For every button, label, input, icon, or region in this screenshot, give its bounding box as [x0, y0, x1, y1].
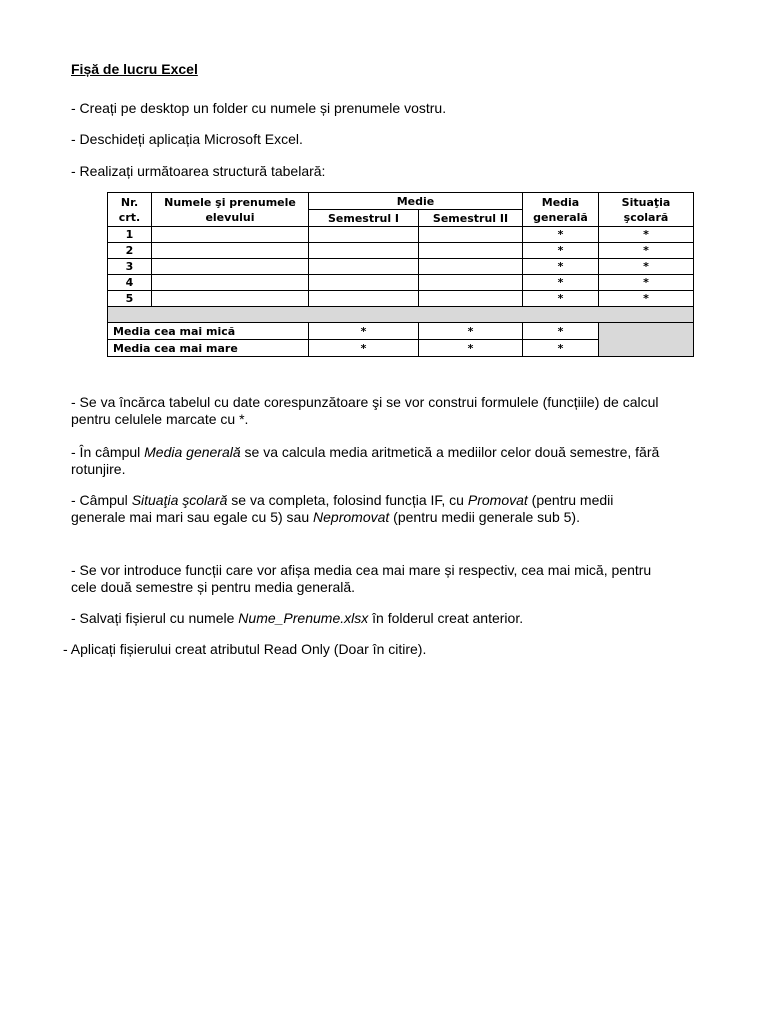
summary-shaded-block	[599, 323, 694, 357]
worksheet-title: Fișă de lucru Excel	[71, 61, 198, 77]
header-media-generala: Media generală	[523, 193, 599, 227]
summary-max-sem1: *	[309, 340, 419, 357]
summary-min-sem1: *	[309, 323, 419, 340]
header-student-name: Numele şi prenumele elevului	[152, 193, 309, 227]
row-mg-cell: *	[523, 259, 599, 275]
row-sem1-cell	[309, 259, 419, 275]
instruction-save-file: - Salvați fișierul cu numele Nume_Prenume.xlsx în folderul creat anterior.	[71, 610, 524, 626]
table-row	[108, 275, 694, 291]
row-sem2-cell	[419, 227, 523, 243]
row-name-cell	[152, 275, 309, 291]
summary-min-mg: *	[523, 323, 599, 340]
row-nr: 1	[108, 227, 152, 243]
row-mg-cell: *	[523, 275, 599, 291]
row-nr: 5	[108, 291, 152, 307]
summary-max-mg: *	[523, 340, 599, 357]
row-nr: 2	[108, 243, 152, 259]
summary-row-min	[108, 323, 694, 340]
row-sem1-cell	[309, 243, 419, 259]
row-sit-cell: *	[599, 291, 694, 307]
row-mg-cell: *	[523, 291, 599, 307]
row-name-cell	[152, 243, 309, 259]
row-sit-cell: *	[599, 243, 694, 259]
header-situatia-scolara: Situaţia şcolară	[599, 193, 694, 227]
row-name-cell	[152, 259, 309, 275]
summary-min-sem2: *	[419, 323, 523, 340]
row-sit-cell: *	[599, 227, 694, 243]
instruction-min-max-functions: - Se vor introduce funcții care vor afișa media cea mai mare și respectiv, cea mai mică, pentru cele două semestre și pentru media generală.	[71, 562, 652, 595]
row-mg-cell: *	[523, 243, 599, 259]
table-row	[108, 243, 694, 259]
header-semestrul-2: Semestrul II	[419, 210, 523, 227]
summary-label-max: Media cea mai mare	[108, 340, 309, 357]
row-mg-cell: *	[523, 227, 599, 243]
instruction-media-generala: - În câmpul Media generală se va calcula media aritmetică a mediilor celor două semestre, fără rotunjire.	[71, 444, 660, 477]
row-sem2-cell	[419, 243, 523, 259]
row-sit-cell: *	[599, 275, 694, 291]
table-row	[108, 227, 694, 243]
row-sem2-cell	[419, 275, 523, 291]
row-nr: 4	[108, 275, 152, 291]
row-sem2-cell	[419, 259, 523, 275]
row-sem2-cell	[419, 291, 523, 307]
row-sem1-cell	[309, 275, 419, 291]
header-semestrul-1: Semestrul I	[309, 210, 419, 227]
instruction-create-folder: - Creați pe desktop un folder cu numele și prenumele vostru.	[71, 100, 447, 116]
header-medie: Medie	[309, 193, 523, 210]
table-row	[108, 291, 694, 307]
separator-band	[108, 307, 694, 323]
row-sem1-cell	[309, 291, 419, 307]
row-nr: 3	[108, 259, 152, 275]
instruction-open-excel: - Deschideți aplicația Microsoft Excel.	[71, 131, 303, 147]
table-row	[108, 259, 694, 275]
instruction-situatia-scolara: - Câmpul Situaţia şcolară se va completa, folosind funcția IF, cu Promovat (pentru medii generale mai mari sau egale cu 5) sau Nepromovat (pentru medii generale sub 5).	[71, 492, 614, 525]
header-nr-crt: Nr. crt.	[108, 193, 152, 227]
summary-label-min: Media cea mai mică	[108, 323, 309, 340]
student-grades-table	[107, 192, 694, 357]
row-name-cell	[152, 291, 309, 307]
instruction-load-data: - Se va încărca tabelul cu date corespunzătoare şi se vor construi formulele (funcțiile) de calcul pentru celulele marcate cu *.	[71, 394, 659, 427]
row-name-cell	[152, 227, 309, 243]
row-sit-cell: *	[599, 259, 694, 275]
row-sem1-cell	[309, 227, 419, 243]
instruction-build-table: - Realizați următoarea structură tabelară:	[71, 163, 326, 179]
summary-max-sem2: *	[419, 340, 523, 357]
instruction-read-only: - Aplicați fișierului creat atributul Read Only (Doar în citire).	[63, 641, 427, 657]
